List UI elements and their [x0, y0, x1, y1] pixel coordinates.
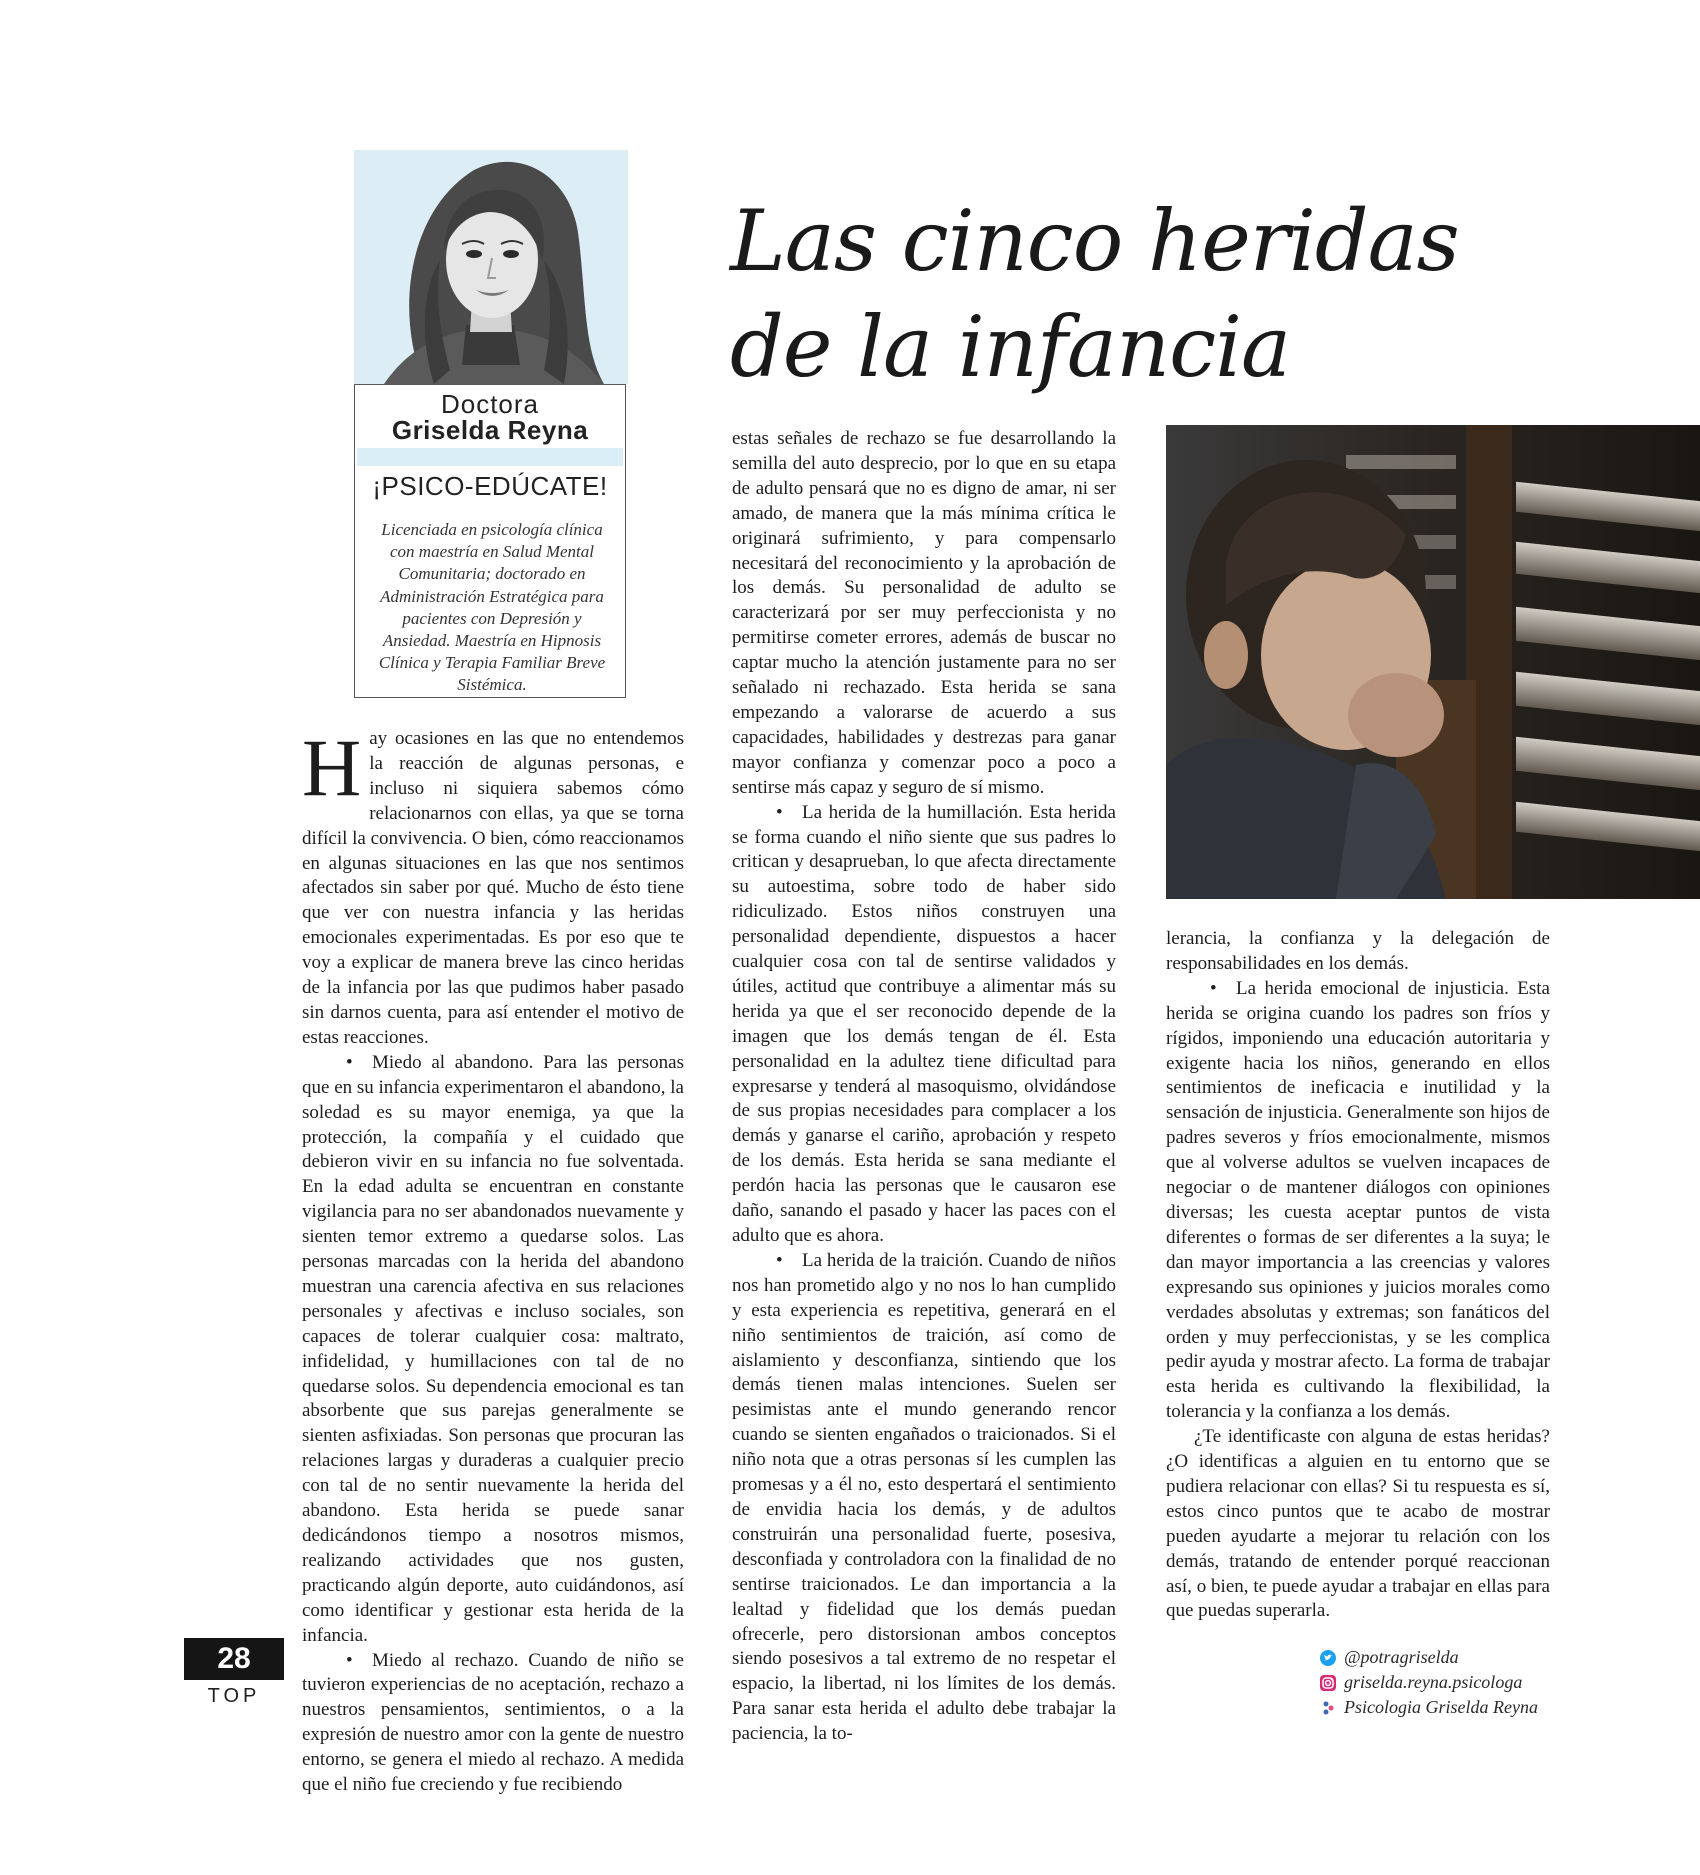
social-twitter[interactable]: [1320, 1645, 1538, 1670]
author-name: Griselda Reyna: [391, 415, 589, 445]
author-title: Doctora: [440, 389, 540, 419]
twitter-handle: @potragriselda: [1344, 1647, 1459, 1667]
social-instagram[interactable]: [1320, 1670, 1538, 1695]
paragraph-text: La herida emocional de injusticia. Esta herida se origina cuando los padres son fríos y rígidos, imponiendo una educación autoritaria y exigente hacia los niños, generando en ellos sentimientos de ineficacia e inutilidad y la sensación de injusticia. Generalmente son hijos de padres severos y fríos emocionalmente, mismos que al volverse adultos se vuelven incapaces de negociar o de mantener diálogos con opiniones diversas; les cuesta aceptar puntos de vista diferentes o formas de ser diferentes a la suya; le dan mayor importancia a las creencias y valores expresando sus opiniones y juicios morales como verdades absolutas y extremas; son fanáticos del orden y muy perfeccionistas, y se les complica pedir ayuda y mostrar afecto. La forma de trabajar esta herida es cultivando la flexibilidad, la tolerancia y la confianza a los demás.: [1166, 977, 1550, 1423]
paragraph-text: Miedo al rechazo. Cuando de niño se tuvieron experiencias de no aceptación, rechazo a nuestros pensamientos, sentimientos, o a la expresión de nuestro amor con la gente de nuestro entorno, se genera el miedo al rechazo. A medida que el niño fue creciendo y fue recibiendo: [302, 1649, 684, 1796]
article-column-3: [1166, 927, 1550, 1624]
title-line-2: de la infancia: [730, 298, 1291, 396]
twitter-icon: [1320, 1650, 1336, 1666]
social-links: [1320, 1645, 1538, 1720]
article-column-1: [302, 722, 684, 1798]
intro-text: ay ocasiones en las que no entendemos la reacción de algunas personas, e incluso ni siquiera sabemos cómo relacionarnos con ellas, ya que se torna difícil la convivencia. O bien, cómo reaccionamos en algunas situaciones en las que nos sentimos afectados sin saber por qué. Mucho de ésto tiene que ver con nuestra infancia y las heridas emocionales experimentadas. Es por eso que te voy a explicar de manera breve las cinco heridas de la infancia por las que pudimos haber pasado sin darnos cuenta, para así entender el motivo de estas reacciones.: [302, 728, 684, 1048]
page-name: Psicologia Griselda Reyna: [1344, 1697, 1538, 1717]
divider-stripe: [357, 448, 623, 466]
paragraph-text: La herida de la humillación. Esta herida se forma cuando el niño siente que sus padres lo critican y desaprueban, lo que afecta directamente su autoestima, sobre todo de haber sido ridiculizado. Estos niños construyen una personalidad dependiente, dispuestos a hacer cualquier cosa con tal de sentirse validados y útiles, actitud que contribuye a alimentar más su herida ya que el ser reconocido depende de la imagen que los demás tengan de él. Esta personalidad en la adultez tiene dificultad para expresarse y tenderá al masoquismo, olvidándose de sus propias necesidades para complacer a los demás y ganarse el cariño, aprobación y respeto de los demás. Esta herida se sana mediante el perdón hacia las personas que le causaron ese daño, sanando el pasado y hacer las paces con el adulto que es ahora.: [732, 801, 1116, 1246]
title-line-1: Las cinco heridas: [730, 192, 1459, 290]
paragraph-traicion-cont: lerancia, la confianza y la delegación de responsabilidades en los demás.: [1166, 928, 1550, 974]
paragraph-text: La herida de la traición. Cuando de niños nos han prometido algo y no nos lo han cumplido y esta experiencia es repetitiva, generará en el niño sentimientos de traición, así como de aislamiento y desconfianza, sintiendo que los demás tienen malas intenciones. Suelen ser pesimistas ante el mundo generando rencor cuando se sienten engañados o traicionados. Si el niño nota que a otras personas sí les cumplen las promesas y a él no, esto despertará el sentimiento de envidia hacia los demás, y de adultos construirán una personalidad fuerte, posesiva, desconfiada y controladora con la finalidad de no sentirse traicionados. Le dan importancia a la lealtad y fidelidad que los demás puedan ofrecerle, pero distorsionan ambos conceptos siendo posesivos a tal extremo de no respetar el espacio, la libertad, ni los límites de los demás. Para sanar esta herida el adulto debe trabajar la paciencia, la to-: [732, 1249, 1116, 1745]
paragraph-text: Miedo al abandono. Para las personas que en su infancia experimentaron el abandono, la soledad es su mayor enemiga, ya que la protección, la compañía y el cuidado que debieron vivir en su infancia no fue solventada. En la edad adulta se encuentran en constante vigilancia para no ser abandonados nuevamente y sienten temor extremo a quedarse solos. Las personas marcadas con la herida del abandono muestran una carencia afectiva en sus relaciones personales y afectivas e incluso sociales, son capaces de tolerar cualquier cosa: maltrato, infidelidad, y humillaciones con tal de no quedarse solos. Su dependencia emocional es tan absorbente que sus parejas generalmente se sienten asfixiadas. Son personas que procuran las relaciones largas y duraderas a cualquier precio con tal de no sentir nuevamente la herida del abandono. Esta herida se puede sanar dedicándonos tiempo a nosotros mismos, realizando actividades que nos gusten, practicando algún deporte, auto cuidándonos, así como identificar y gestionar esta herida de la infancia.: [302, 1051, 684, 1646]
author-bio: Licenciada en psicología clínica con maestría en Salud Mental Comunitaria; doctorado en Administración Estratégica para pacientes con Depresión y Ansiedad. Maestría en Hipnosis Clínica y Terapia Familiar Breve Sistémica.: [378, 520, 606, 695]
facebook-page-icon: [1320, 1700, 1336, 1716]
paragraph-abandono: [302, 1051, 684, 1649]
paragraph-humillacion: [732, 801, 1116, 1249]
paragraph-rechazo-cont: estas señales de rechazo se fue desarrollando la semilla del auto desprecio, por lo que en su etapa de adulto pensará que no es digno de amar, ni ser amado, de manera que la más mínima crítica le originará sufrimiento, y para compensarlo necesitará del reconocimiento y la aprobación de los demás. Su personalidad de adulto se caracterizará por ser muy perfeccionista y no permitirse cometer errores, además de buscar no captar mucho la atención justamente para no ser señalado ni rechazado. Esta herida se sana empezando a valorarse de acuerdo a sus capacidades, habilidades y destrezas para ganar mayor confianza y comenzar poco a poco a sentirse más capaz y seguro de sí mismo.: [732, 428, 1116, 798]
bullet: •: [346, 1051, 353, 1073]
author-photo: [354, 150, 628, 384]
dropcap: H: [302, 722, 362, 813]
page-number: 28: [184, 1638, 284, 1680]
child-photo: [1166, 425, 1700, 899]
paragraph-rechazo: [302, 1649, 684, 1798]
article-column-2: [732, 427, 1116, 1747]
instagram-handle: griselda.reyna.psicologa: [1344, 1672, 1523, 1692]
paragraph-traicion: [732, 1249, 1116, 1747]
intro-paragraph: [302, 722, 684, 1051]
column-name: ¡PSICO-EDÚCATE!: [372, 471, 608, 501]
magazine-name: TOP: [207, 1685, 261, 1707]
instagram-icon: [1320, 1675, 1336, 1691]
author-box: [354, 384, 626, 698]
social-page[interactable]: [1320, 1695, 1538, 1720]
paragraph-injusticia: [1166, 977, 1550, 1425]
article-title: [730, 188, 1550, 400]
closing-paragraph: ¿Te identificaste con alguna de estas heridas? ¿O identificas a alguien en tu entorno que se pudiera relacionar con ellas? Si tu respuesta es sí, estos cinco puntos que te acabo de mostrar pueden ayudarte a mejorar tu relación con los demás, tratando de entender porqué reaccionan así, o bien, te puede ayudar a trabajar en ellas para que puedas superarla.: [1166, 1426, 1550, 1622]
bullet: •: [776, 801, 783, 823]
bullet: •: [776, 1249, 783, 1271]
bullet: •: [346, 1649, 353, 1671]
bullet: •: [1210, 977, 1217, 999]
